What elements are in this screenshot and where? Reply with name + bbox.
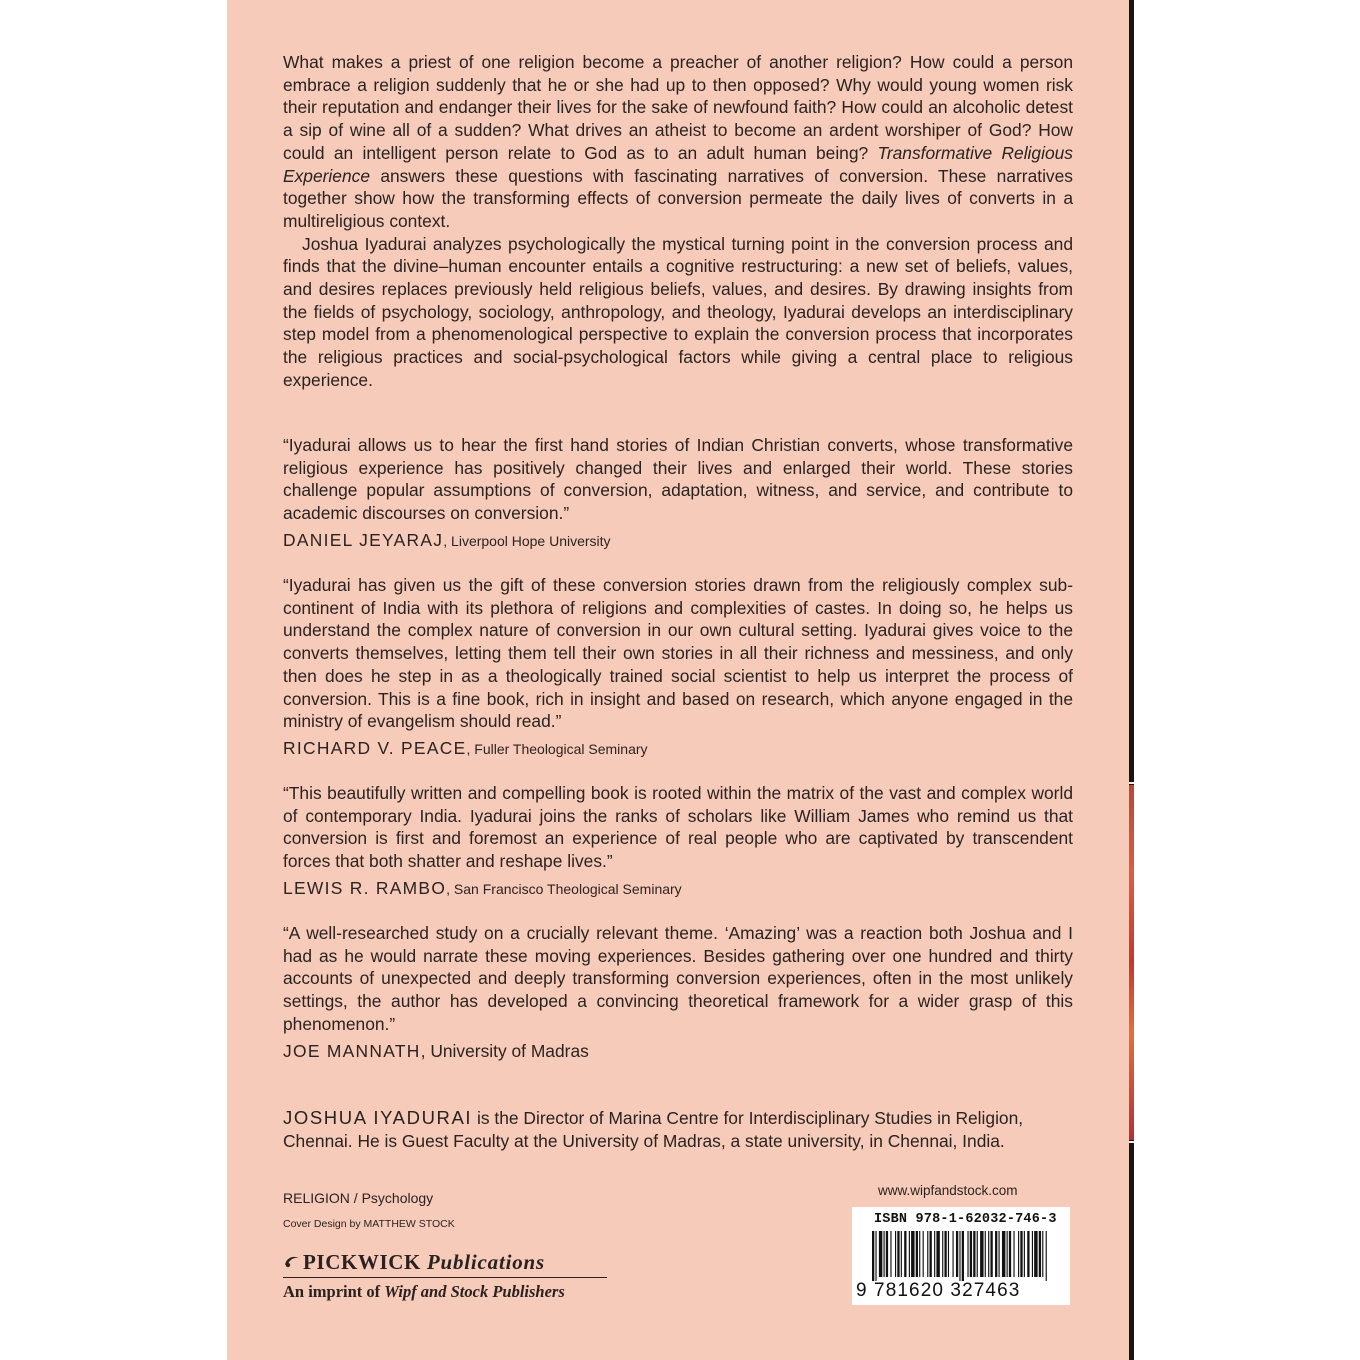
barcode-bar — [1034, 1231, 1037, 1277]
barcode-bar — [930, 1231, 932, 1277]
barcode-bar — [995, 1231, 997, 1277]
barcode-bar — [999, 1231, 1000, 1277]
barcode-bar — [942, 1231, 943, 1277]
spine-artwork-strip — [1129, 785, 1134, 1140]
endorsement-quote: “A well-researched study on a crucially relevant theme. ‘Amazing’ was a reaction both Joshua and I had as he would narrate these moving experiences. Besides gathering over one hundred and thirty accounts of unexpected and deeply transforming conversion experiences, often in the most unlikely settings, the author has developed a convincing theoretical framework for a wider grasp of this phenomenon.” — [283, 923, 1073, 1034]
barcode-bar — [934, 1231, 935, 1277]
barcode-bar — [985, 1231, 986, 1277]
barcode-bar — [1027, 1231, 1029, 1277]
book-description — [283, 51, 1073, 392]
subject-category: RELIGION / Psychology — [283, 1190, 434, 1206]
publisher-swash-icon — [283, 1254, 303, 1268]
publisher-name: PICKWICK Publications — [283, 1248, 607, 1278]
barcode-bar — [895, 1231, 896, 1277]
description-paragraph-2: Joshua Iyadurai analyzes psychologically the mystical turning point in the conversion process and finds that the divine–human encounter entails a cognitive restructuring: a new set of beliefs, values, and desires replaces previously held religious beliefs, values, and desires. By drawing insights from the fields of psychology, sociology, anthropology, and theology, Iyadurai develops an interdisciplinary step model from a phenomenological perspective to explain the conversion process that incorporates the religious practices and social-psychological factors while giving a central place to religious experience. — [283, 233, 1073, 390]
endorsement-attribution — [283, 529, 1073, 552]
publisher-logo — [283, 1248, 607, 1302]
barcode-bar — [886, 1231, 888, 1277]
endorser-name: RICHARD V. PEACE — [283, 737, 467, 758]
barcode-bar — [1039, 1231, 1041, 1277]
barcode-bar — [897, 1231, 899, 1277]
author-bio — [283, 1107, 1043, 1152]
spine-mark — [1129, 782, 1134, 784]
barcode-bar — [944, 1231, 946, 1277]
barcode-bar — [1013, 1231, 1014, 1277]
isbn-number: ISBN 978-1-62032-746-3 — [874, 1212, 1057, 1227]
barcode-bar — [911, 1231, 914, 1277]
author-name: JOSHUA IYADURAI — [283, 1107, 473, 1128]
barcode-bar — [980, 1231, 983, 1277]
barcode-bar — [923, 1231, 924, 1277]
barcode-bar — [953, 1231, 954, 1277]
barcode-bar — [872, 1231, 874, 1281]
barcode-bar — [909, 1231, 910, 1277]
barcode-bar — [1018, 1231, 1019, 1277]
barcode-bars — [872, 1231, 1050, 1281]
endorser-institution: , University of Madras — [420, 1040, 589, 1061]
barcode-bar — [959, 1231, 960, 1281]
barcode-bar — [1009, 1231, 1011, 1277]
endorser-institution: , Fuller Theological Seminary — [466, 740, 648, 757]
barcode-bar — [884, 1231, 885, 1277]
endorser-name: DANIEL JEYARAJ — [283, 529, 444, 550]
endorsement — [283, 922, 1073, 1062]
barcode-bar — [1042, 1231, 1043, 1277]
endorser-institution: , San Francisco Theological Seminary — [446, 880, 682, 897]
barcode-bar — [1024, 1231, 1025, 1277]
publisher-website: www.wipfandstock.com — [878, 1183, 1018, 1198]
endorser-name: LEWIS R. RAMBO — [283, 877, 447, 898]
barcode-bar — [1020, 1231, 1022, 1277]
endorsement — [283, 782, 1073, 900]
barcode-bar — [1007, 1231, 1008, 1277]
spine-mark — [1129, 1141, 1134, 1143]
barcode-bar — [970, 1231, 972, 1277]
barcode-digits: 9 781620 327463 — [856, 1280, 1021, 1301]
isbn-barcode — [852, 1207, 1070, 1305]
barcode-bar — [890, 1231, 891, 1277]
barcode-bar — [962, 1231, 964, 1281]
barcode-bar — [927, 1231, 928, 1277]
endorsement-attribution — [283, 877, 1073, 900]
endorsement — [283, 574, 1073, 760]
barcode-bar — [916, 1231, 918, 1277]
publisher-imprint: An imprint of Wipf and Stock Publishers — [283, 1282, 565, 1301]
barcode-bar — [990, 1231, 992, 1277]
barcode-bar — [1032, 1231, 1033, 1277]
endorsement-quote: “Iyadurai has given us the gift of these conversion stories drawn from the religiously complex sub-continent of India with its plethora of religions and complexities of castes. In doing so, he helps us understand the complex nature of conversion in our own cultural setting. Iyadurai gives voice to the converts themselves, letting them tell their own stories in all their richness and messiness, and only then does he step in as a theologically trained social scientist to help us interpret the process of conversion. This is a fine book, rich in insight and based on research, which anyone engaged in the ministry of evangelism should read.” — [283, 575, 1073, 732]
barcode-bar — [973, 1231, 975, 1277]
book-title-italic: Transformative Religious Experience — [283, 142, 1073, 186]
endorsement — [283, 434, 1073, 552]
barcode-bar — [977, 1231, 978, 1277]
endorsement-quote: “Iyadurai allows us to hear the first hand stories of Indian Christian converts, whose transformative religious experience has positively changed their lives and enlarged their world. These stories challenge popular assumptions of conversion, adaptation, witness, and service, and contribute to academic discourses on conversion.” — [283, 435, 1073, 524]
book-spine-edge — [1129, 0, 1134, 1360]
barcode-bar — [1002, 1231, 1005, 1277]
barcode-bar — [1046, 1231, 1047, 1281]
barcode-bar — [904, 1231, 906, 1277]
description-paragraph-1: What makes a priest of one religion become a preacher of another religion? How could a person embrace a religion suddenly that he or she had up to then opposed? Why would young women risk their reputation and endanger their lives for the sake of newfound faith? How could an alcoholic detest a sip of wine all of a sudden? What drives an atheist to become an ardent worshiper of God? How could an intelligent person relate to God as to an adult human being? Transformative Religious Experience answers these questions with fascinating narratives of conversion. These narratives together show how the transforming effects of conversion permeate the daily lives of converts in a multireligious context. — [283, 52, 1073, 231]
endorsement-attribution — [283, 737, 1073, 760]
cover-design-credit: Cover Design by MATTHEW STOCK — [283, 1218, 455, 1230]
barcode-bar — [967, 1231, 968, 1277]
barcode-bar — [901, 1231, 902, 1277]
barcode-bar — [879, 1231, 882, 1277]
barcode-bar — [988, 1231, 989, 1277]
barcode-bar — [936, 1231, 939, 1277]
barcode-bar — [919, 1231, 920, 1277]
barcode-bar — [948, 1231, 949, 1277]
endorsement-attribution — [283, 1040, 1073, 1062]
endorser-name: JOE MANNATH — [283, 1040, 421, 1061]
author-bio-text: is the Director of Marina Centre for Interdisciplinary Studies in Religion, Chennai. He is Guest Faculty at the University of Madras, a state university, in Chennai, India. — [283, 1108, 1024, 1151]
endorser-institution: , Liverpool Hope University — [443, 532, 611, 549]
endorsement-quote: “This beautifully written and compelling book is rooted within the matrix of the vast and complex world of contemporary India. Iyadurai joins the ranks of scholars like William James who remind us that conversion is first and foremost an experience of real people who are captivated by transcendent forces that both shatter and reshape lives.” — [283, 783, 1073, 872]
barcode-bar — [956, 1231, 958, 1277]
barcode-bar — [875, 1231, 876, 1281]
